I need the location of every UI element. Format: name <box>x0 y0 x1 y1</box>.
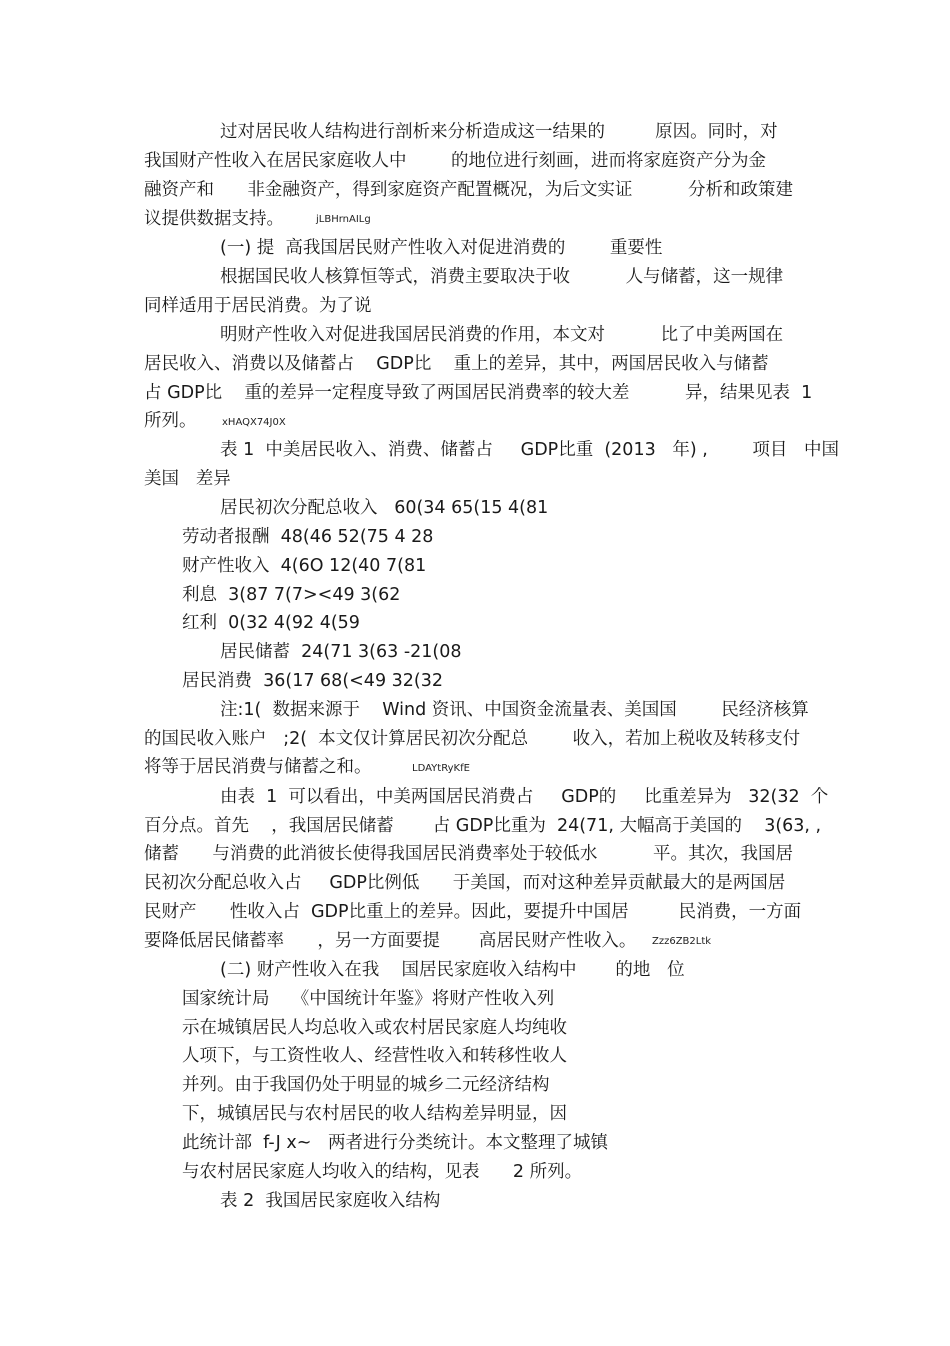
table-header-cont: 美国 差异 <box>144 469 231 489</box>
paragraph-line: 所列。 <box>144 411 197 431</box>
paragraph-line: 过对居民收人结构进行剖析来分析造成这一结果的 原因。同时，对 <box>220 122 778 142</box>
paragraph-line: 民财产 性收入占 GDP比重上的差异。因此，要提升中国居 民消费，一方面 <box>144 902 802 922</box>
paragraph-line: 明财产性收入对促进我国居民消费的作用，本文对 比了中美两国在 <box>220 325 784 345</box>
paragraph-line: 下，城镇居民与农村居民的收人结构差异明显，因 <box>182 1104 567 1124</box>
table-row: 居民消费 36(17 68(<49 32(32 <box>182 671 444 691</box>
paragraph-line: 百分点。首先 ，我国居民储蓄 占 GDP比重为 24(71, 大幅高于美国的 3(63, , <box>144 816 822 836</box>
table-row: 居民初次分配总收入 60(34 65(15 4(81 <box>220 498 549 518</box>
table-row: 红利 0(32 4(92 4(59 <box>182 613 360 633</box>
paragraph-line: 国家统计局 《中国统计年鉴》将财产性收入列 <box>182 989 555 1009</box>
note-line: 注:1( 数据来源于 Wind 资讯、中国资金流量表、美国国 民经济核算 <box>220 700 809 720</box>
table-row: 财产性收入 4(6O 12(40 7(81 <box>182 556 427 576</box>
watermark-code: xHAQX74J0X <box>222 417 286 428</box>
section-heading: (二) 财产性收入在我 国居民家庭收入结构中 的地 位 <box>220 960 685 980</box>
paragraph-line: 储蓄 与消费的此消彼长使得我国居民消费率处于较低水 平。其次，我国居 <box>144 844 794 864</box>
table-row: 劳动者报酬 48(46 52(75 4 28 <box>182 527 434 547</box>
paragraph-line: 并列。由于我国仍处于明显的城乡二元经济结构 <box>182 1075 550 1095</box>
paragraph-line: 融资产和 非金融资产，得到家庭资产配置概况，为后文实证 分析和政策建 <box>144 180 794 200</box>
paragraph-line: 占 GDP比 重的差异一定程度导致了两国居民消费率的较大差 异，结果见表 1 <box>144 383 813 403</box>
paragraph-line: 此统计部 f-J x~ 两者进行分类统计。本文整理了城镇 <box>182 1133 609 1153</box>
table-caption: 表 1 中美居民收入、消费、储蓄占 GDP比重 (2013 年) , 项目 中国 <box>220 440 840 460</box>
note-line: 的国民收入账户 ;2( 本文仅计算居民初次分配总 收入，若加上税收及转移支付 <box>144 729 801 749</box>
paragraph-line: 同样适用于居民消费。为了说 <box>144 296 372 316</box>
watermark-code: Zzz6ZB2Ltk <box>652 936 712 947</box>
table-row: 利息 3(87 7(7><49 3(62 <box>182 585 401 605</box>
paragraph-line: 由表 1 可以看出，中美两国居民消费占 GDP的 比重差异为 32(32 个 <box>220 787 829 807</box>
paragraph-line: 根据国民收人核算恒等式，消费主要取决于收 人与储蓄，这一规律 <box>220 267 784 287</box>
watermark-code: jLBHrnAILg <box>316 214 371 225</box>
paragraph-line: 民初次分配总收入占 GDP比例低 于美国，而对这种差异贡献最大的是两国居 <box>144 873 786 893</box>
paragraph-line: 我国财产性收入在居民家庭收人中 的地位进行刻画，进而将家庭资产分为金 <box>144 151 766 171</box>
paragraph-line: 议提供数据支持。 <box>144 209 284 229</box>
paragraph-line: 居民收入、消费以及储蓄占 GDP比 重上的差异，其中，两国居民收入与储蓄 <box>144 354 769 374</box>
table-row: 居民储蓄 24(71 3(63 -21(08 <box>220 642 462 662</box>
paragraph-line: 与农村居民家庭人均收入的结构，见表 2 所列。 <box>182 1162 583 1182</box>
paragraph-line: 示在城镇居民人均总收入或农村居民家庭人均纯收 <box>182 1018 567 1038</box>
table-caption: 表 2 我国居民家庭收入结构 <box>220 1191 441 1211</box>
watermark-code: LDAYtRyKfE <box>412 763 470 774</box>
paragraph-line: 要降低居民储蓄率 ，另一方面要提 高居民财产性收入。 <box>144 931 637 951</box>
section-heading: (一) 提 高我国居民财产性收入对促进消费的 重要性 <box>220 238 663 258</box>
paragraph-line: 人项下，与工资性收人、经营性收入和转移性收人 <box>182 1046 567 1066</box>
note-line: 将等于居民消费与储蓄之和。 <box>144 757 372 777</box>
